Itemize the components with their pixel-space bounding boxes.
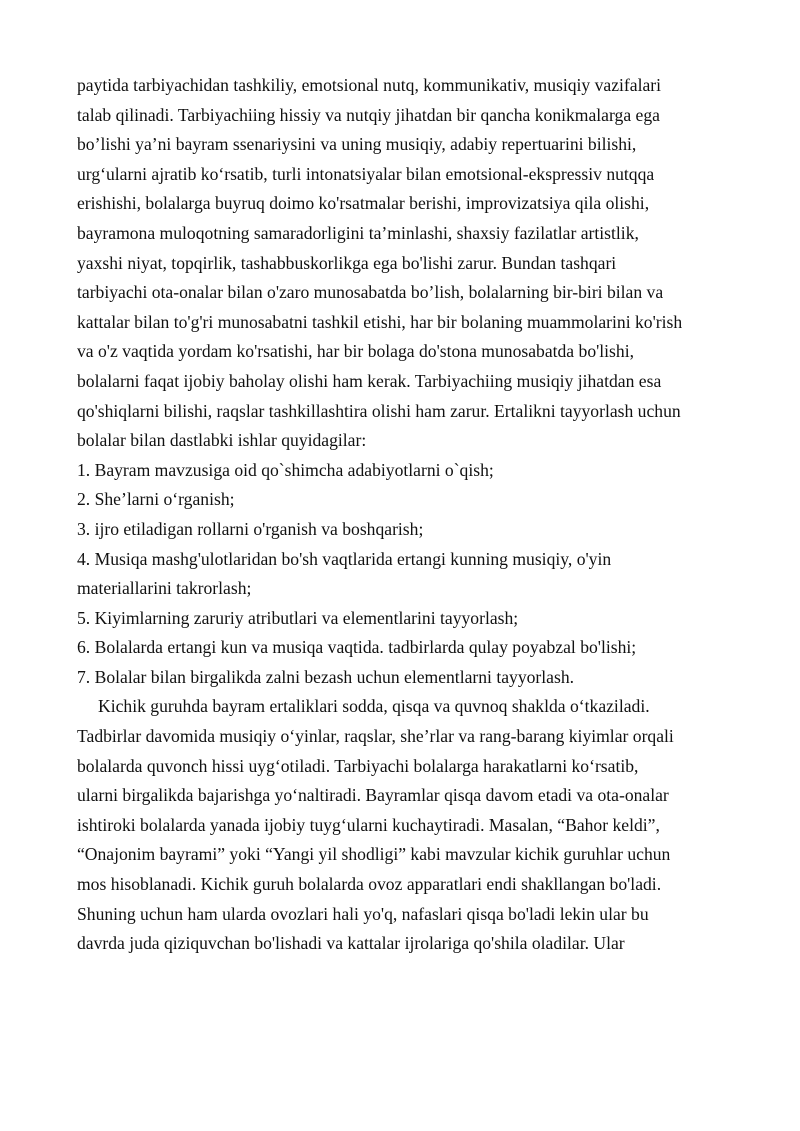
text-line: yaxshi niyat, topqirlik, tashabbuskorlikga ega bo'lishi zarur. Bundan tashqari [77, 252, 617, 273]
text-line: 2. She’larni o‘rganish; [77, 489, 235, 510]
text-line: paytida tarbiyachidan tashkiliy, emotsional nutq, kommunikativ, musiqiy vazifalari [77, 75, 662, 95]
text-line: “Onajonim bayrami” yoki “Yangi yil shodligi” kabi mavzular kichik guruhlar uchun [77, 844, 671, 865]
text-line: ishtiroki bolalarda yanada ijobiy tuyg‘ularni kuchaytiradi. Masalan, “Bahor keldi”, [77, 814, 660, 835]
text-line: bo’lishi ya’ni bayram ssenariysini va uning musiqiy, adabiy repertuarini bilishi, [77, 134, 637, 155]
text-line: erishishi, bolalarga buyruq doimo ko'rsatmalar berishi, improvizatsiya qila olishi, [77, 193, 650, 214]
text-line: ularni birgalikda bajarishga yo‘naltiradi. Bayramlar qisqa davom etadi va ota-onalar [77, 785, 669, 806]
text-line: qo'shiqlarni bilishi, raqslar tashkillashtira olishi ham zarur. Ertalikni tayyorlash uchun [77, 400, 681, 421]
document-body [77, 71, 730, 959]
text-line: 3. ijro etiladigan rollarni o'rganish va boshqarish; [77, 518, 424, 539]
text-line: 4. Musiqa mashg'ulotlaridan bo'sh vaqtlarida ertangi kunning musiqiy, o'yin [77, 548, 612, 569]
text-line: bolalar bilan dastlabki ishlar quyidagilar: [77, 430, 367, 451]
text-line: 5. Kiyimlarning zaruriy atributlari va elementlarini tayyorlash; [77, 607, 519, 628]
text-line: Shuning uchun ham ularda ovozlari hali yo'q, nafaslari qisqa bo'ladi lekin ular bu [77, 903, 649, 924]
text-line: mos hisoblanadi. Kichik guruh bolalarda ovoz apparatlari endi shakllangan bo'ladi. [77, 874, 662, 895]
text-line: bayramona muloqotning samaradorligini ta’minlashi, shaxsiy fazilatlar artistlik, [77, 222, 639, 243]
text-line: bolalarda quvonch hissi uyg‘otiladi. Tarbiyachi bolalarga harakatlarni ko‘rsatib, [77, 755, 639, 776]
text-line: va o'z vaqtida yordam ko'rsatishi, har bir bolaga do'stona munosabatda bo'lishi, [77, 341, 634, 362]
text-line: talab qilinadi. Tarbiyachiing hissiy va nutqiy jihatdan bir qancha konikmalarga ega [77, 104, 660, 125]
text-line: 1. Bayram mavzusiga oid qo`shimcha adabiyotlarni o`qish; [77, 459, 494, 480]
text-line: Tadbirlar davomida musiqiy o‘yinlar, raqslar, she’rlar va rang-barang kiyimlar orqali [77, 726, 674, 747]
text-line: materiallarini takrorlash; [77, 578, 252, 599]
text-line: bolalarni faqat ijobiy baholay olishi ham kerak. Tarbiyachiing musiqiy jihatdan esa [77, 370, 662, 391]
text-line: urg‘ularni ajratib ko‘rsatib, turli intonatsiyalar bilan emotsional-ekspressiv nutqqa [77, 163, 655, 184]
text-line: kattalar bilan to'g'ri munosabatni tashkil etishi, har bir bolaning muammolarini ko'rish [77, 311, 683, 332]
text-line: Kichik guruhda bayram ertaliklari sodda, qisqa va quvnoq shaklda o‘tkaziladi. [98, 696, 650, 717]
text-line: 7. Bolalar bilan birgalikda zalni bezash uchun elementlarni tayyorlash. [77, 666, 575, 687]
text-line: davrda juda qiziquvchan bo'lishadi va kattalar ijrolariga qo'shila oladilar. Ular [77, 933, 625, 954]
text-line: 6. Bolalarda ertangi kun va musiqa vaqtida. tadbirlarda qulay poyabzal bo'lishi; [77, 637, 637, 658]
text-line: tarbiyachi ota-onalar bilan o'zaro munosabatda bo’lish, bolalarning bir-biri bilan va [77, 282, 664, 303]
